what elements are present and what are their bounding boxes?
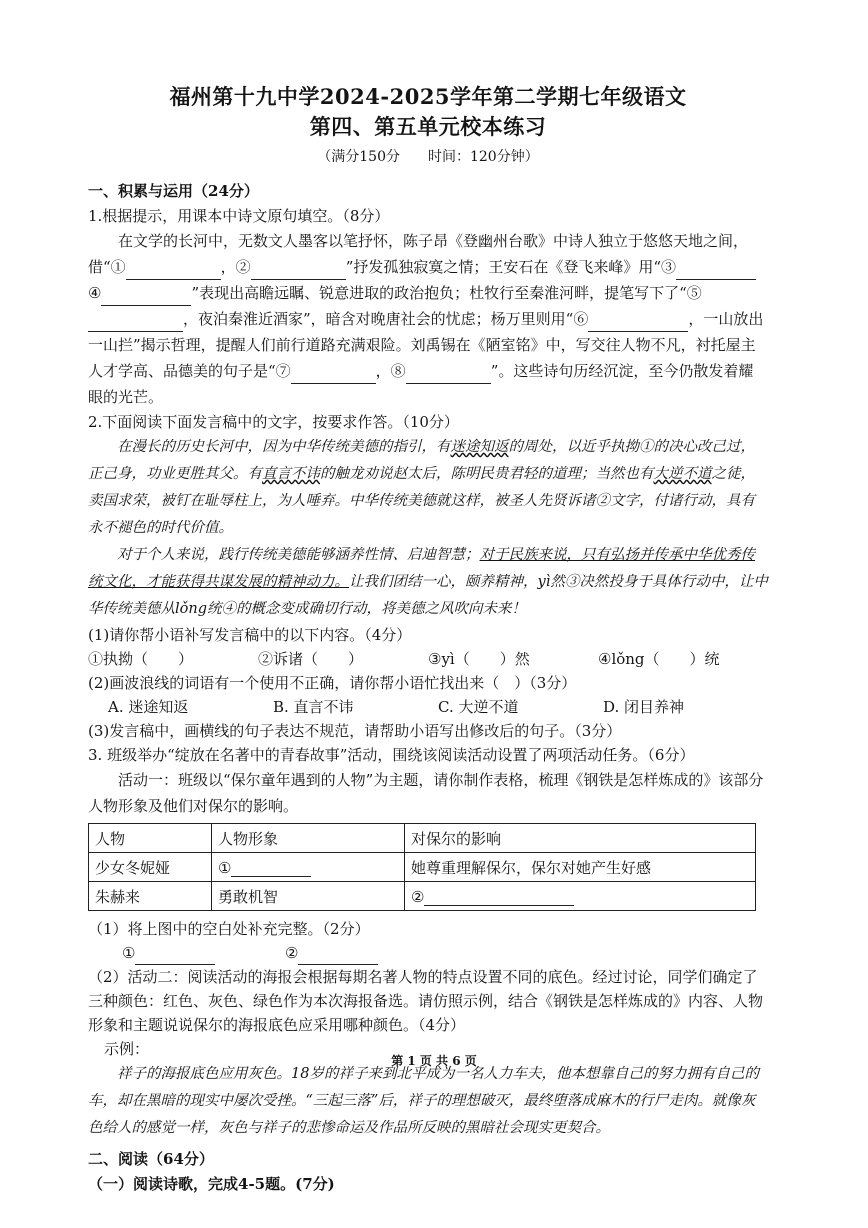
q1-text-part: ，② [220, 258, 251, 276]
q1-text-part: ”。这些诗句历经沉淀，至今仍散发着耀眼的光芒。 [88, 362, 754, 406]
section-2-sub: （一）阅读诗歌，完成4-5题。(7分) [88, 1175, 335, 1193]
q3-activity1: 活动一：班级以“保尔童年遇到的人物”为主题，请你制作表格，梳理《钢铁是怎样炼成的》该部分人物形象及他们对保尔的影响。 [88, 771, 764, 815]
passage-text: 的周处，以近乎执拗①的决心改己过，正己身，功业更胜其父。有 [88, 439, 755, 482]
table-cell[interactable] [212, 853, 405, 882]
q2-sub1-items [88, 647, 768, 671]
pinyin-item[interactable]: ①执拗（ ） [88, 650, 194, 668]
q2-sub2-options [88, 695, 768, 719]
character-table [88, 823, 756, 911]
exam-title: 福州第十九中学2024-2025学年第二学期七年级语文 [169, 84, 687, 109]
page-footer: 第 1 页 共 6 页 [391, 1054, 477, 1068]
underlined-sentence: 对于民族来说，只有弘扬并传承中华优秀传统文化，才能获得共谋发展的精神动力。 [88, 547, 755, 590]
option-d[interactable]: D. 闭目养神 [603, 698, 685, 716]
q3-sub2: （2）活动二：阅读活动的海报会根据每期名著人物的特点设置不同的底色。经过讨论，同学们确定了三种颜色：红色、灰色、绿色作为本次海报备选。请仿照示例，结合《钢铁是怎样炼成的》内容、人物形象和主题说说保尔的海报底色应采用哪种颜色。（4分） [88, 968, 764, 1034]
table-cell: 朱赫来 [89, 882, 212, 911]
answer-blank[interactable] [291, 365, 376, 384]
answer-blank[interactable] [126, 261, 221, 280]
q1-text-part: ，夜泊秦淮近酒家”，暗含对晚唐社会的忧虑；杨万里则用“⑥ [183, 310, 589, 328]
pinyin-item[interactable]: ③yì（ ）然 [428, 650, 530, 668]
blank-marker: ② [285, 944, 299, 962]
table-cell: 勇敢机智 [212, 882, 405, 911]
q1-text-part: 在文学的长河中，无数文人墨客以笔抒怀，陈子昂《登幽州台歌》中诗人独立于悠悠天地之间，借“① [88, 232, 749, 276]
passage-text: 的触龙劝说赵太后，陈明民贵君轻的道理；当然也有 [320, 466, 654, 482]
option-c[interactable]: C. 大逆不道 [438, 698, 519, 716]
wavy-word: 大逆不道 [653, 466, 712, 482]
q2-passage-para1 [88, 434, 768, 542]
q2-sub1: (1)请你帮小语补写发言稿中的以下内容。（4分） [88, 626, 412, 644]
blank-marker: ② [411, 887, 425, 906]
table-row [89, 853, 756, 882]
table-row [89, 882, 756, 911]
passage-text: 之徒，卖国求荣，被钉在耻辱柱上，为人唾弃。中华传统美德就这样，被圣人先贤诉诸②文字，付诸行动，具有永不褪色的时代价值。 [88, 466, 755, 536]
answer-blank[interactable] [298, 946, 378, 965]
answer-blank[interactable] [251, 261, 346, 280]
answer-blank[interactable] [231, 858, 311, 877]
q1-text [88, 228, 768, 410]
answer-blank[interactable] [676, 261, 756, 280]
option-b[interactable]: B. 直言不讳 [273, 698, 354, 716]
passage-text: 对于个人来说，践行传统美德能够涵养性情、启迪智慧； [117, 547, 480, 563]
answer-blank[interactable] [135, 946, 215, 965]
exam-meta: （满分150分 时间：120分钟） [317, 149, 539, 165]
table-header: 人物 [89, 824, 212, 853]
answer-blank[interactable] [88, 313, 183, 332]
table-header: 对保尔的影响 [405, 824, 756, 853]
q3-sub1-blanks [88, 941, 768, 965]
table-cell: 少女冬妮娅 [89, 853, 212, 882]
wavy-word: 直言不讳 [262, 466, 320, 482]
q2-sub3: (3)发言稿中，画横线的句子表达不规范，请帮助小语写出修改后的句子。（3分） [88, 722, 622, 740]
q1-prompt: 1.根据提示，用课本中诗文原句填空。（8分） [88, 207, 390, 225]
table-header: 人物形象 [212, 824, 405, 853]
table-header-row [89, 824, 756, 853]
answer-blank[interactable] [424, 887, 574, 906]
example-text: 祥子的海报底色应用灰色。18岁的祥子来到北平成为一名人力车夫，他本想靠自己的努力拥有自己的车，却在黑暗的现实中屡次受挫。“三起三落”后，祥子的理想破灭，最终堕落成麻木的行尸走肉。就像灰色给人的感觉一样，灰色与祥子的悲惨命运及作品所反映的黑暗社会现实更契合。 [88, 1066, 759, 1136]
q2-passage-para2 [88, 542, 768, 623]
q1-text-part: ，一山放出一山拦”揭示哲理，提醒人们前行道路充满艰险。刘禹锡在《陋室铭》中，写交往人物不凡，衬托屋主人才学高、品德美的句子是“⑦ [88, 310, 764, 380]
blank-marker: ① [122, 944, 136, 962]
q3-sub1: （1）将上图中的空白处补充完整。（2分） [88, 920, 370, 938]
section-2-heading: 二、阅读（64分） [88, 1150, 214, 1168]
table-cell[interactable] [405, 882, 756, 911]
pinyin-item[interactable]: ②诉诸（ ） [258, 650, 364, 668]
passage-text: 让我们团结一心，颐养 [349, 574, 494, 590]
q2-prompt: 2.下面阅读下面发言稿中的文字，按要求作答。（10分） [88, 413, 459, 431]
blank-marker: ① [218, 858, 232, 877]
answer-blank[interactable] [406, 365, 491, 384]
q1-text-part: ”抒发孤独寂寞之情；王安石在《登飞来峰》用“③ [345, 258, 677, 276]
section-1-heading: 一、积累与运用（24分） [88, 182, 259, 200]
answer-blank[interactable] [588, 313, 688, 332]
table-cell: 她尊重理解保尔，保尔对她产生好感 [405, 853, 756, 882]
wavy-word: 迷途知返 [450, 439, 509, 455]
option-a[interactable]: A. 迷途知返 [108, 698, 189, 716]
answer-blank[interactable] [101, 287, 191, 306]
pinyin-item[interactable]: ④lǒng（ ）统 [598, 650, 720, 668]
example-label: 示例： [104, 1040, 150, 1058]
q3-prompt: 3. 班级举办“绽放在名著中的青春故事”活动，围绕该阅读活动设置了两项活动任务。（6分） [88, 746, 695, 764]
passage-text: 在漫长的历史长河中，因为中华传统美德的指引，有 [117, 439, 451, 455]
q1-text-part: ④ [88, 284, 102, 302]
exam-subtitle: 第四、第五单元校本练习 [309, 114, 547, 139]
q1-text-part: ，⑧ [375, 362, 406, 380]
q1-text-part: ”表现出高瞻远瞩、锐意进取的政治抱负；杜牧行至秦淮河畔，提笔写下了“⑤ [191, 284, 702, 302]
q2-sub2: (2)画波浪线的词语有一个使用不正确，请你帮小语忙找出来（ ）（3分） [88, 674, 577, 692]
passage-text: 精神，yì然③决然投身于具体行动中，让中华传统美德从lǒng统④的概念变成确切行动，将美德之风吹向未来！ [88, 574, 768, 617]
